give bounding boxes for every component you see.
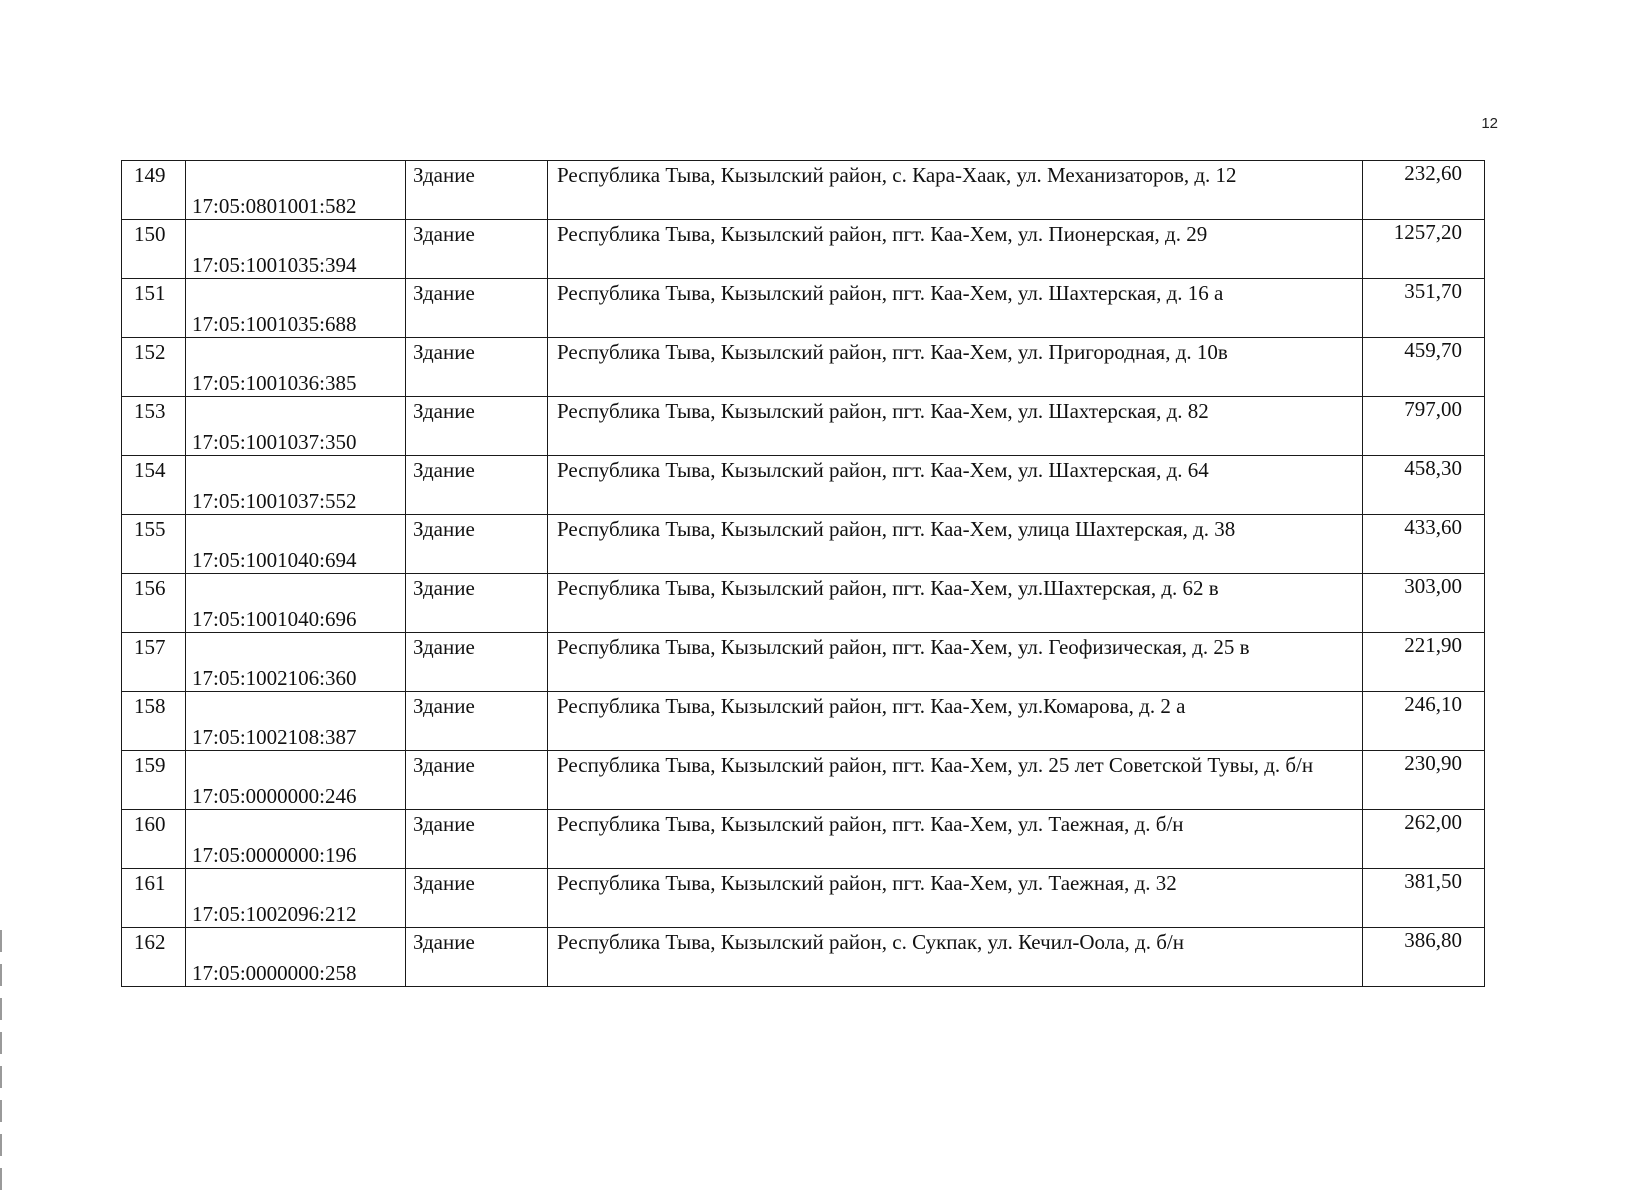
cadastral-number-cell: 17:05:1002096:212	[186, 869, 406, 928]
table-row	[122, 928, 1485, 987]
object-type-cell: Здание	[406, 574, 548, 633]
row-number-cell: 158	[122, 692, 186, 751]
address-cell: Республика Тыва, Кызылский район, пгт. Каа-Хем, ул. Таежная, д. 32	[548, 869, 1363, 928]
object-type-cell: Здание	[406, 810, 548, 869]
cadastral-number-cell: 17:05:0000000:258	[186, 928, 406, 987]
object-type-cell: Здание	[406, 515, 548, 574]
row-number-cell: 161	[122, 869, 186, 928]
row-number-cell: 151	[122, 279, 186, 338]
row-number-cell: 154	[122, 456, 186, 515]
area-cell: 433,60	[1363, 515, 1485, 574]
cadastral-number-cell: 17:05:1001037:552	[186, 456, 406, 515]
table-row	[122, 574, 1485, 633]
area-cell: 386,80	[1363, 928, 1485, 987]
row-number-cell: 156	[122, 574, 186, 633]
cadastral-number-cell: 17:05:1001037:350	[186, 397, 406, 456]
table-row	[122, 633, 1485, 692]
object-type-cell: Здание	[406, 692, 548, 751]
table-row	[122, 338, 1485, 397]
area-cell: 459,70	[1363, 338, 1485, 397]
cadastral-number-cell: 17:05:1001035:688	[186, 279, 406, 338]
property-registry-table	[121, 160, 1485, 987]
object-type-cell: Здание	[406, 397, 548, 456]
area-cell: 458,30	[1363, 456, 1485, 515]
address-cell: Республика Тыва, Кызылский район, пгт. Каа-Хем, ул. Шахтерская, д. 64	[548, 456, 1363, 515]
area-cell: 230,90	[1363, 751, 1485, 810]
table-row	[122, 397, 1485, 456]
object-type-cell: Здание	[406, 220, 548, 279]
address-cell: Республика Тыва, Кызылский район, пгт. Каа-Хем, ул. Таежная, д. б/н	[548, 810, 1363, 869]
table-row	[122, 751, 1485, 810]
area-cell: 303,00	[1363, 574, 1485, 633]
cadastral-number-cell: 17:05:0000000:196	[186, 810, 406, 869]
row-number-cell: 152	[122, 338, 186, 397]
table-row	[122, 515, 1485, 574]
table-row	[122, 456, 1485, 515]
table-body	[122, 161, 1485, 987]
cadastral-number-cell: 17:05:1001036:385	[186, 338, 406, 397]
address-cell: Республика Тыва, Кызылский район, с. Кара-Хаак, ул. Механизаторов, д. 12	[548, 161, 1363, 220]
object-type-cell: Здание	[406, 633, 548, 692]
cadastral-number-cell: 17:05:1001035:394	[186, 220, 406, 279]
address-cell: Республика Тыва, Кызылский район, с. Сукпак, ул. Кечил-Оола, д. б/н	[548, 928, 1363, 987]
row-number-cell: 153	[122, 397, 186, 456]
cadastral-number-cell: 17:05:1002108:387	[186, 692, 406, 751]
table-row	[122, 869, 1485, 928]
address-cell: Республика Тыва, Кызылский район, пгт. Каа-Хем, ул.Шахтерская, д. 62 в	[548, 574, 1363, 633]
address-cell: Республика Тыва, Кызылский район, пгт. Каа-Хем, улица Шахтерская, д. 38	[548, 515, 1363, 574]
row-number-cell: 159	[122, 751, 186, 810]
object-type-cell: Здание	[406, 338, 548, 397]
area-cell: 351,70	[1363, 279, 1485, 338]
area-cell: 797,00	[1363, 397, 1485, 456]
object-type-cell: Здание	[406, 751, 548, 810]
cadastral-number-cell: 17:05:1002106:360	[186, 633, 406, 692]
object-type-cell: Здание	[406, 869, 548, 928]
cadastral-number-cell: 17:05:1001040:694	[186, 515, 406, 574]
area-cell: 1257,20	[1363, 220, 1485, 279]
table-row	[122, 279, 1485, 338]
object-type-cell: Здание	[406, 928, 548, 987]
row-number-cell: 150	[122, 220, 186, 279]
scan-edge-mark	[0, 930, 2, 1200]
address-cell: Республика Тыва, Кызылский район, пгт. Каа-Хем, ул. Геофизическая, д. 25 в	[548, 633, 1363, 692]
table-row	[122, 220, 1485, 279]
table-row	[122, 161, 1485, 220]
row-number-cell: 157	[122, 633, 186, 692]
address-cell: Республика Тыва, Кызылский район, пгт. Каа-Хем, ул. Шахтерская, д. 82	[548, 397, 1363, 456]
address-cell: Республика Тыва, Кызылский район, пгт. Каа-Хем, ул. 25 лет Советской Тувы, д. б/н	[548, 751, 1363, 810]
row-number-cell: 160	[122, 810, 186, 869]
address-cell: Республика Тыва, Кызылский район, пгт. Каа-Хем, ул.Комарова, д. 2 а	[548, 692, 1363, 751]
cadastral-number-cell: 17:05:1001040:696	[186, 574, 406, 633]
address-cell: Республика Тыва, Кызылский район, пгт. Каа-Хем, ул. Шахтерская, д. 16 а	[548, 279, 1363, 338]
cadastral-number-cell: 17:05:0000000:246	[186, 751, 406, 810]
cadastral-number-cell: 17:05:0801001:582	[186, 161, 406, 220]
page-number: 12	[1481, 115, 1498, 132]
object-type-cell: Здание	[406, 456, 548, 515]
object-type-cell: Здание	[406, 279, 548, 338]
row-number-cell: 162	[122, 928, 186, 987]
area-cell: 381,50	[1363, 869, 1485, 928]
object-type-cell: Здание	[406, 161, 548, 220]
area-cell: 221,90	[1363, 633, 1485, 692]
area-cell: 262,00	[1363, 810, 1485, 869]
area-cell: 232,60	[1363, 161, 1485, 220]
row-number-cell: 149	[122, 161, 186, 220]
row-number-cell: 155	[122, 515, 186, 574]
table-row	[122, 810, 1485, 869]
address-cell: Республика Тыва, Кызылский район, пгт. Каа-Хем, ул. Пригородная, д. 10в	[548, 338, 1363, 397]
area-cell: 246,10	[1363, 692, 1485, 751]
table-row	[122, 692, 1485, 751]
address-cell: Республика Тыва, Кызылский район, пгт. Каа-Хем, ул. Пионерская, д. 29	[548, 220, 1363, 279]
